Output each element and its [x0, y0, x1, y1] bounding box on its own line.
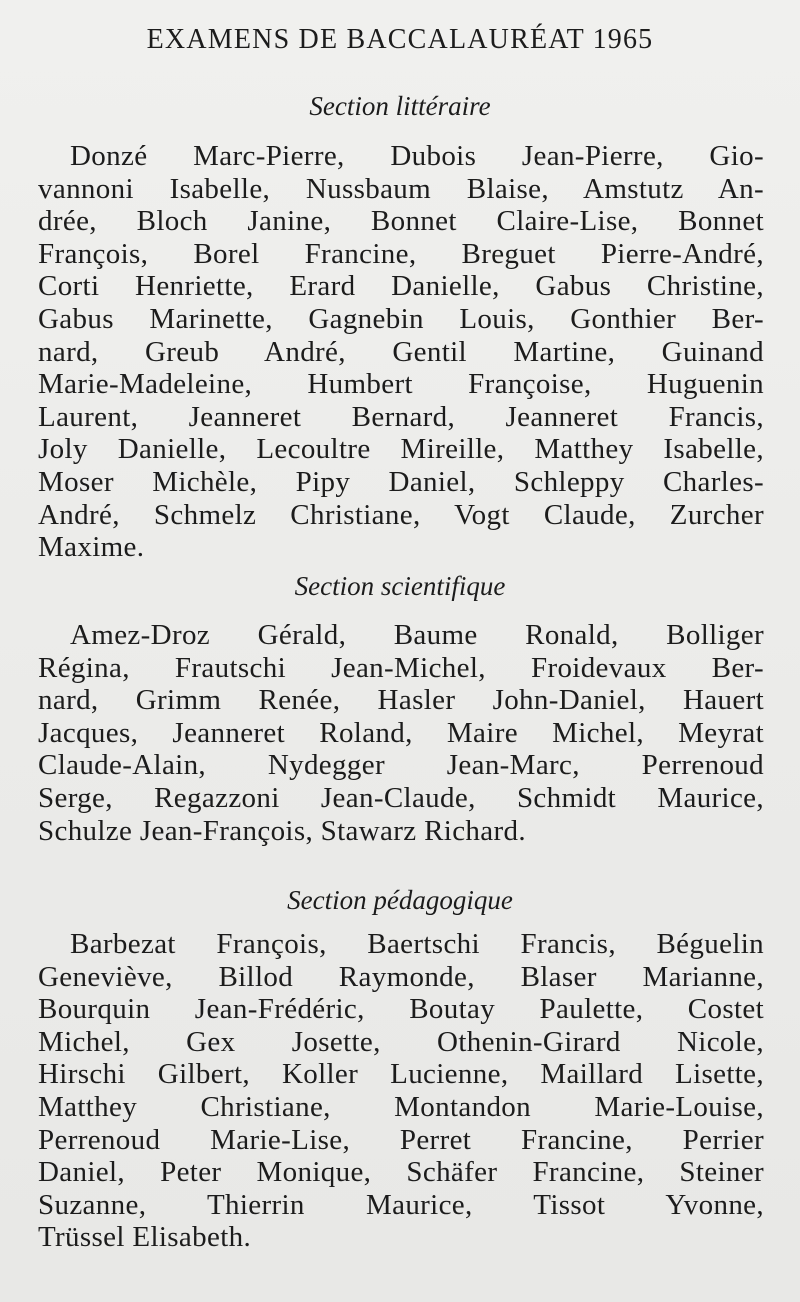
section-heading-litteraire: Section littéraire: [309, 91, 491, 121]
name-line: Daniel, Peter Monique, Schäfer Francine, Steiner: [38, 1156, 764, 1189]
section-heading-pedagogique: Section pédagogique: [287, 885, 513, 915]
name-line: Laurent, Jeanneret Bernard, Jeanneret Francis,: [38, 400, 764, 433]
name-line: nard, Grimm Renée, Hasler John-Daniel, Hauert: [38, 684, 764, 717]
name-line: Maxime.: [38, 531, 145, 564]
name-line: Moser Michèle, Pipy Daniel, Schleppy Charles-: [38, 465, 764, 498]
name-line: Hirschi Gilbert, Koller Lucienne, Maillard Lisette,: [38, 1058, 764, 1091]
name-line: Claude-Alain, Nydegger Jean-Marc, Perrenoud: [38, 749, 764, 782]
name-line: Jacques, Jeanneret Roland, Maire Michel, Meyrat: [38, 716, 764, 749]
name-line: Michel, Gex Josette, Othenin-Girard Nicole,: [38, 1025, 764, 1058]
name-line: François, Borel Francine, Breguet Pierre-André,: [38, 237, 764, 270]
names-list-scientifique: [38, 619, 764, 847]
name-line: Gabus Marinette, Gagnebin Louis, Gonthier Ber-: [38, 302, 764, 335]
name-line: Amez-Droz Gérald, Baume Ronald, Bolliger: [70, 619, 764, 651]
name-line: Trüssel Elisabeth.: [38, 1221, 252, 1254]
name-line: Serge, Regazzoni Jean-Claude, Schmidt Maurice,: [38, 781, 764, 814]
name-line: Schulze Jean-François, Stawarz Richard.: [38, 814, 526, 847]
name-line: André, Schmelz Christiane, Vogt Claude, Zurcher: [38, 498, 764, 531]
page-title: EXAMENS DE BACCALAURÉAT 1965: [146, 24, 654, 55]
name-line: drée, Bloch Janine, Bonnet Claire-Lise, Bonnet: [38, 205, 764, 238]
name-line: Bourquin Jean-Frédéric, Boutay Paulette, Costet: [38, 993, 764, 1026]
names-list-pedagogique: [38, 928, 764, 1254]
names-list-litteraire: [38, 140, 764, 564]
name-line: vannoni Isabelle, Nussbaum Blaise, Amstutz An-: [38, 172, 764, 205]
name-line: Régina, Frautschi Jean-Michel, Froidevaux Ber-: [38, 651, 764, 684]
name-line: nard, Greub André, Gentil Martine, Guinand: [38, 335, 764, 368]
name-line: Suzanne, Thierrin Maurice, Tissot Yvonne,: [38, 1188, 764, 1221]
name-line: Corti Henriette, Erard Danielle, Gabus Christine,: [38, 270, 764, 303]
name-line: Marie-Madeleine, Humbert Françoise, Huguenin: [38, 368, 764, 401]
name-line: Matthey Christiane, Montandon Marie-Louise,: [38, 1090, 764, 1123]
name-line: Barbezat François, Baertschi Francis, Béguelin: [70, 928, 764, 960]
name-line: Joly Danielle, Lecoultre Mireille, Matthey Isabelle,: [38, 433, 764, 466]
name-line: Donzé Marc-Pierre, Dubois Jean-Pierre, Gio-: [70, 140, 764, 172]
name-line: Geneviève, Billod Raymonde, Blaser Marianne,: [38, 960, 764, 993]
section-heading-scientifique: Section scientifique: [294, 571, 506, 601]
name-line: Perrenoud Marie-Lise, Perret Francine, Perrier: [38, 1123, 764, 1156]
